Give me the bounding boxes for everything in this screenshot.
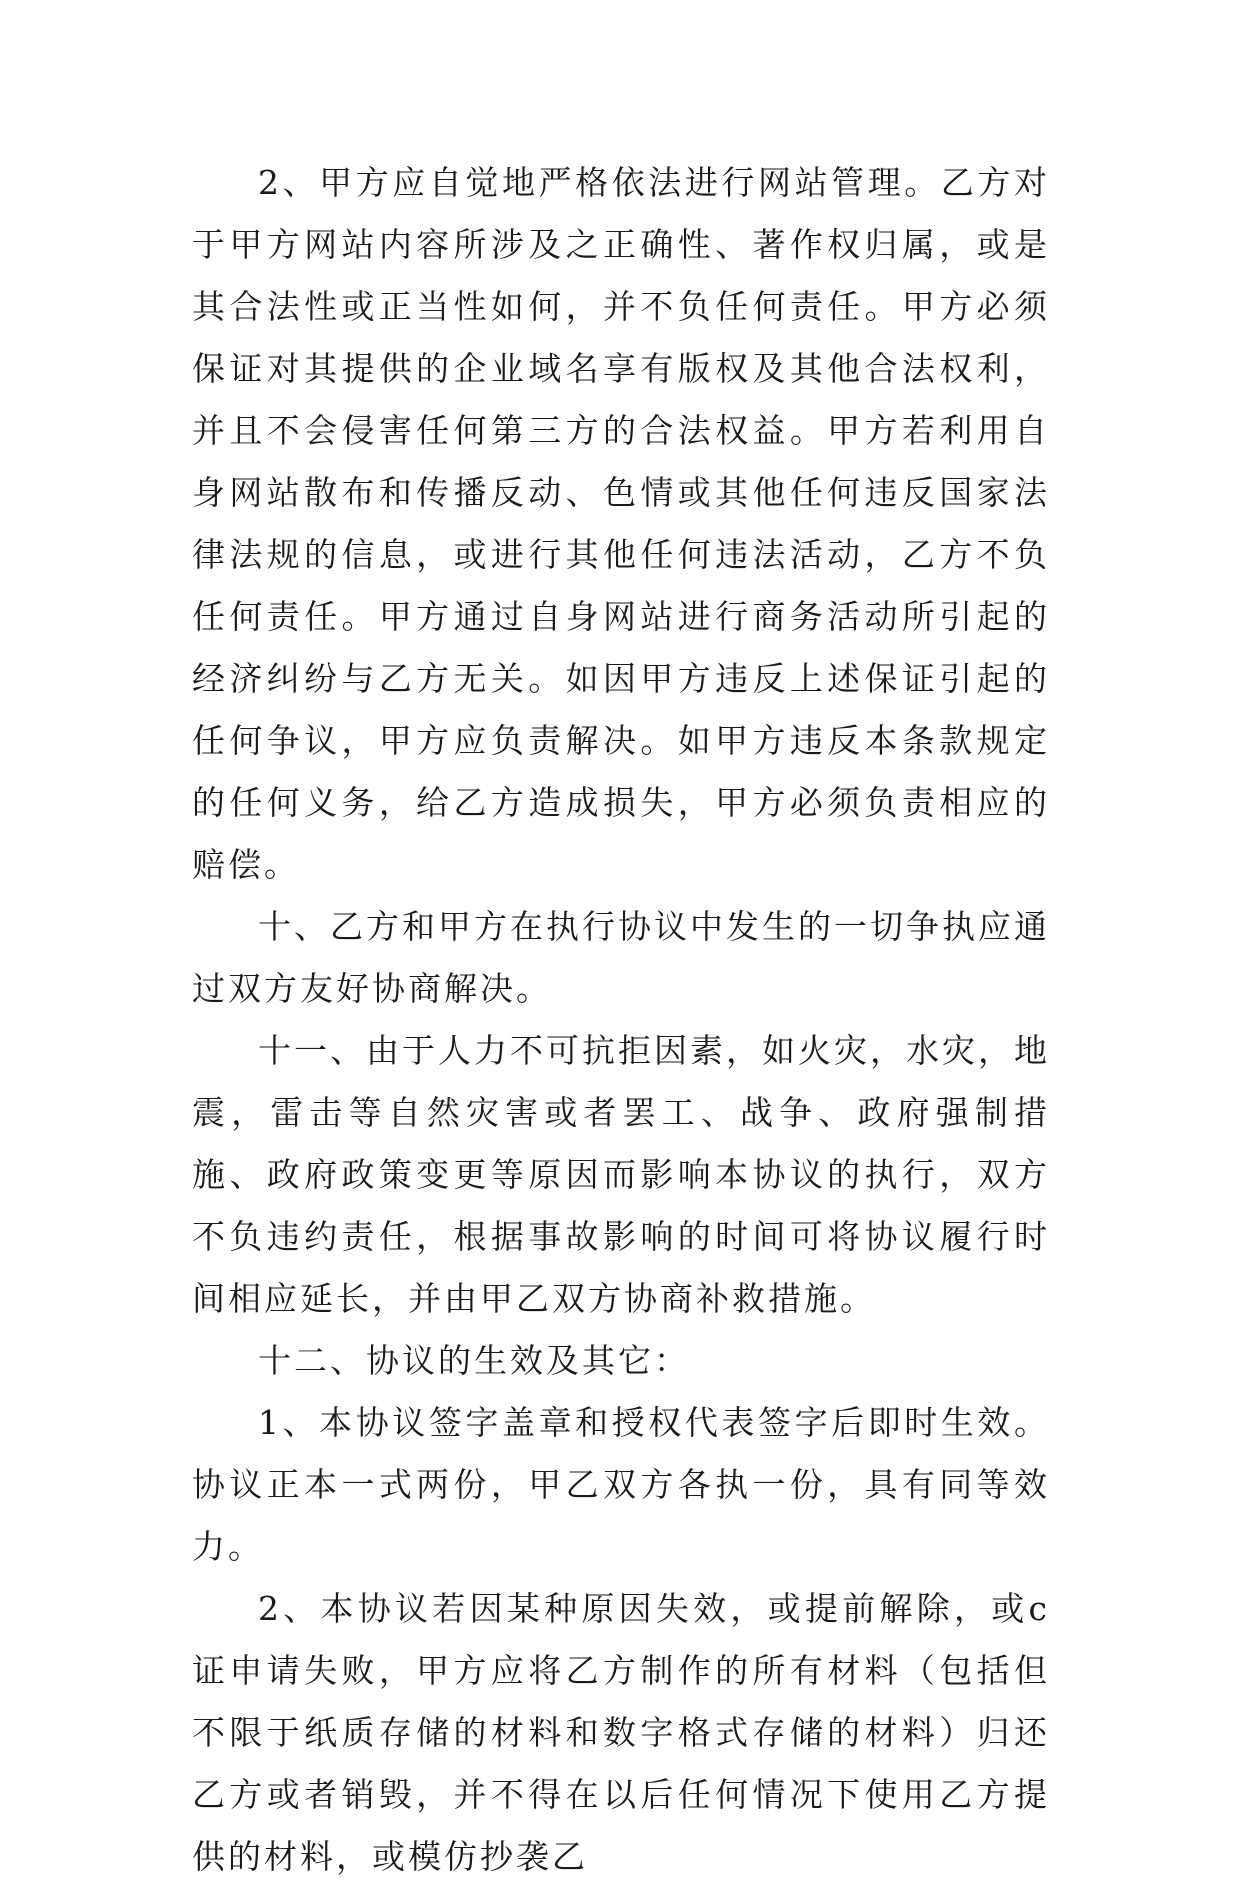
paragraph-effectiveness: 1、本协议签字盖章和授权代表签字后即时生效。协议正本一式两份，甲乙双方各执一份，具有同等效力。 (192, 1403, 1050, 1566)
paragraph-termination: 2、本协议若因某种原因失效，或提前解除，或c证申请失败，甲方应将乙方制作的所有材料（包括但不限于纸质存储的材料和数字格式存储的材料）归还乙方或者销毁，并不得在以后任何情况下使用乙方提供的材料，或模仿抄袭乙 (192, 1589, 1050, 1876)
paragraph-clause-eleven: 十一、由于人力不可抗拒因素，如火灾，水灾，地震，雷击等自然灾害或者罢工、战争、政府强制措施、政府政策变更等原因而影响本协议的执行，双方不负违约责任，根据事故影响的时间可将协议履行时间相应延长，并由甲乙双方协商补救措施。 (192, 1031, 1050, 1318)
paragraph-clause-twelve-heading: 十二、协议的生效及其它： (258, 1341, 690, 1380)
paragraph-clause-ten: 十、乙方和甲方在执行协议中发生的一切争执应通过双方友好协商解决。 (192, 907, 1050, 1008)
paragraph-website-management: 2、甲方应自觉地严格依法进行网站管理。乙方对于甲方网站内容所涉及之正确性、著作权归属，或是其合法性或正当性如何，并不负任何责任。甲方必须保证对其提供的企业域名享有版权及其他合法权利，并且不会侵害任何第三方的合法权益。甲方若利用自身网站散布和传播反动、色情或其他任何违反国家法律法规的信息，或进行其他任何违法活动，乙方不负任何责任。甲方通过自身网站进行商务活动所引起的经济纠纷与乙方无关。如因甲方违反上述保证引起的任何争议，甲方应负责解决。如甲方违反本条款规定的任何义务，给乙方造成损失，甲方必须负责相应的赔偿。 (192, 163, 1050, 884)
document-page (192, 152, 1050, 1888)
